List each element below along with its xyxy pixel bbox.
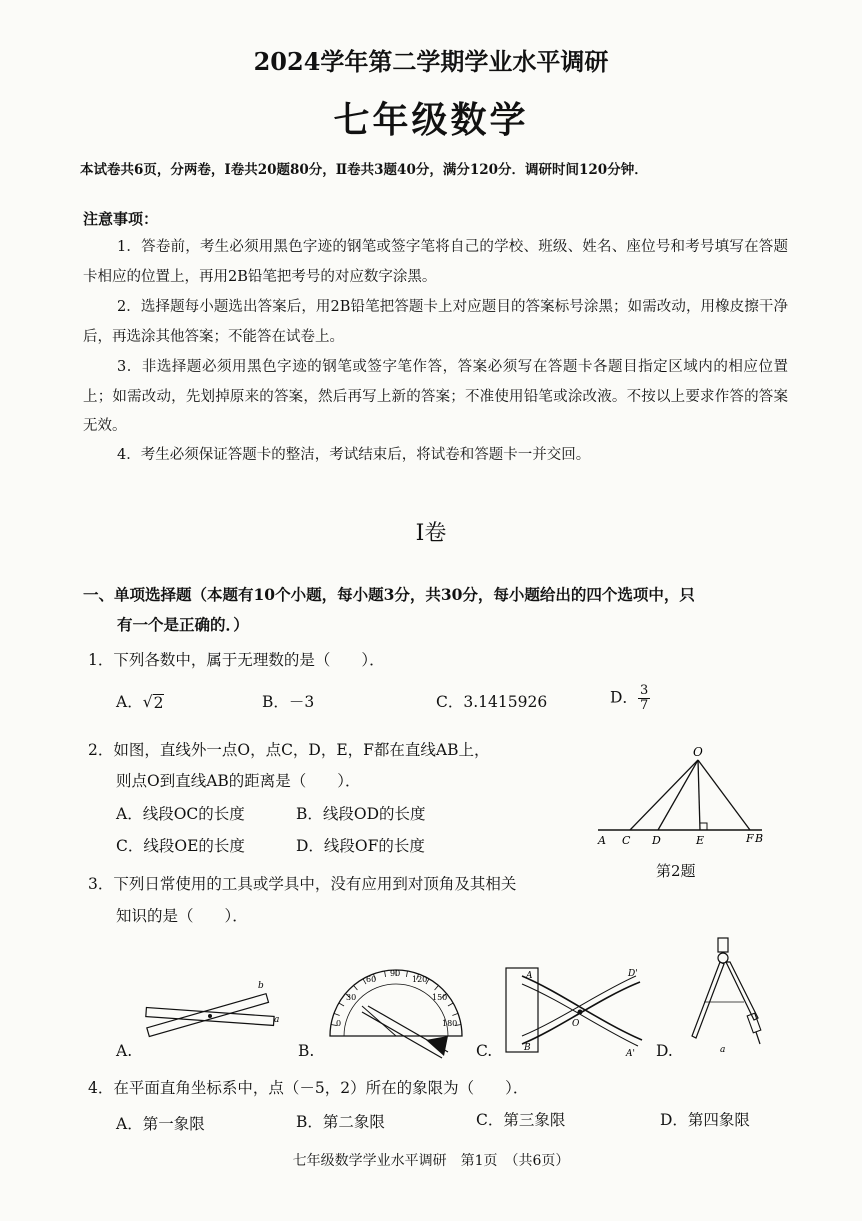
q1-option-b: B．－3 [262, 693, 315, 711]
svg-text:60: 60 [366, 975, 377, 984]
q2-option-b: B．线段OD的长度 [296, 805, 426, 823]
part1-heading: 一、单项选择题（本题有10个小题，每小题3分，共30分，每小题给出的四个选项中，只 有一个是正确的．） [83, 585, 695, 634]
label-c: C [622, 834, 631, 847]
note-item-4: 4．考生必须保证答题卡的整洁，考试结束后，将试卷和答题卡一并交回。 [117, 447, 591, 463]
note-item-2: 2．选择题每小题选出答案后，用2B铅笔把答题卡上对应题目的答案标号涂黑；如需改动，用橡皮擦干净后，再选涂其他答案；不能答在试卷上。 [83, 299, 788, 345]
q1-option-a: A． √ 2 [116, 693, 164, 712]
q1-stem: 1．下列各数中，属于无理数的是（ ）． [88, 651, 385, 669]
label-d: D [652, 834, 661, 847]
exam-title: 2024学年第二学期学业水平调研 [253, 47, 609, 76]
q3-option-a: A. [116, 1042, 133, 1060]
q3-figure-d [680, 934, 780, 1058]
label-a: A [598, 834, 606, 847]
svg-text:120: 120 [412, 975, 428, 984]
q2-option-c: C．线段OE的长度 [116, 837, 245, 855]
subject-title: 七年级数学 [333, 99, 529, 141]
q3-option-d: D. [656, 1042, 673, 1060]
q3-stem-line2: 知识的是（ ）． [116, 907, 248, 925]
q3-stem-line1: 3．下列日常使用的工具或学具中，没有应用到对顶角及其相关 [88, 875, 517, 893]
q3-option-c: C. [476, 1042, 493, 1060]
label-fig-a-a: a [274, 1015, 280, 1025]
svg-text:90: 90 [390, 969, 401, 978]
svg-text:180: 180 [442, 1019, 458, 1028]
q3-figure-c [500, 962, 650, 1058]
svg-text:D': D' [628, 969, 638, 979]
q2-option-d: D．线段OF的长度 [296, 837, 425, 855]
note-item-1: 1．答卷前，考生必须用黑色字迹的钢笔或签字笔将自己的学校、班级、姓名、座位号和考号填写在答题卡相应的位置上，再用2B铅笔把考号的对应数字涂黑。 [83, 239, 788, 285]
q3-figure-a [140, 976, 280, 1046]
svg-text:A: A [526, 971, 533, 981]
label-fig-a-b: b [258, 981, 264, 991]
label-f: F [746, 832, 754, 845]
note-item-3: 3．非选择题必须用黑色字迹的钢笔或签字笔作答，答案必须写在答题卡各题目指定区域内的相应位置上；如需改动，先划掉原来的答案，然后再写上新的答案；不准使用铅笔或涂改液。不按以上要求作答的答案无效。 [83, 359, 788, 434]
q1-option-d: D． $\frac{3}{7}$ [610, 683, 649, 713]
label-o: O [693, 745, 703, 759]
q4-option-d: D．第四象限 [660, 1111, 750, 1129]
q3-figure-b [322, 960, 472, 1060]
label-b: B [755, 832, 764, 845]
svg-text:B: B [524, 1043, 531, 1053]
svg-text:150: 150 [432, 993, 448, 1002]
q4-stem: 4．在平面直角坐标系中，点（－5，2）所在的象限为（ ）． [88, 1079, 529, 1097]
section-title: Ⅰ卷 [415, 521, 447, 546]
svg-text:a: a [720, 1045, 726, 1055]
q2-stem-line2: 则点O到直线AB的距离是（ ）． [116, 772, 361, 790]
q3-option-b: B. [298, 1042, 315, 1060]
svg-text:0: 0 [336, 1019, 342, 1028]
q2-option-a: A．线段OC的长度 [116, 805, 245, 823]
svg-text:A': A' [626, 1049, 635, 1058]
q2-stem-line1: 2．如图，直线外一点O，点C，D，E，F都在直线AB上， [88, 741, 490, 759]
label-e: E [696, 834, 705, 847]
svg-text:O: O [572, 1019, 580, 1029]
page-footer: 七年级数学学业水平调研 第1页 （共6页） [292, 1153, 570, 1169]
q4-option-c: C．第三象限 [476, 1111, 566, 1129]
q4-option-b: B．第二象限 [296, 1113, 385, 1131]
q2-figure [590, 742, 770, 852]
q2-figure-caption: 第2题 [656, 862, 696, 880]
exam-info: 本试卷共6页，分两卷，Ⅰ卷共20题80分，Ⅱ卷共3题40分，满分120分．调研时间120分钟． [80, 162, 648, 178]
svg-text:30: 30 [346, 993, 357, 1002]
q1-option-c: C．3.1415926 [436, 693, 548, 711]
q4-option-a: A．第一象限 [116, 1115, 205, 1133]
notes-heading: 注意事项： [83, 210, 159, 228]
